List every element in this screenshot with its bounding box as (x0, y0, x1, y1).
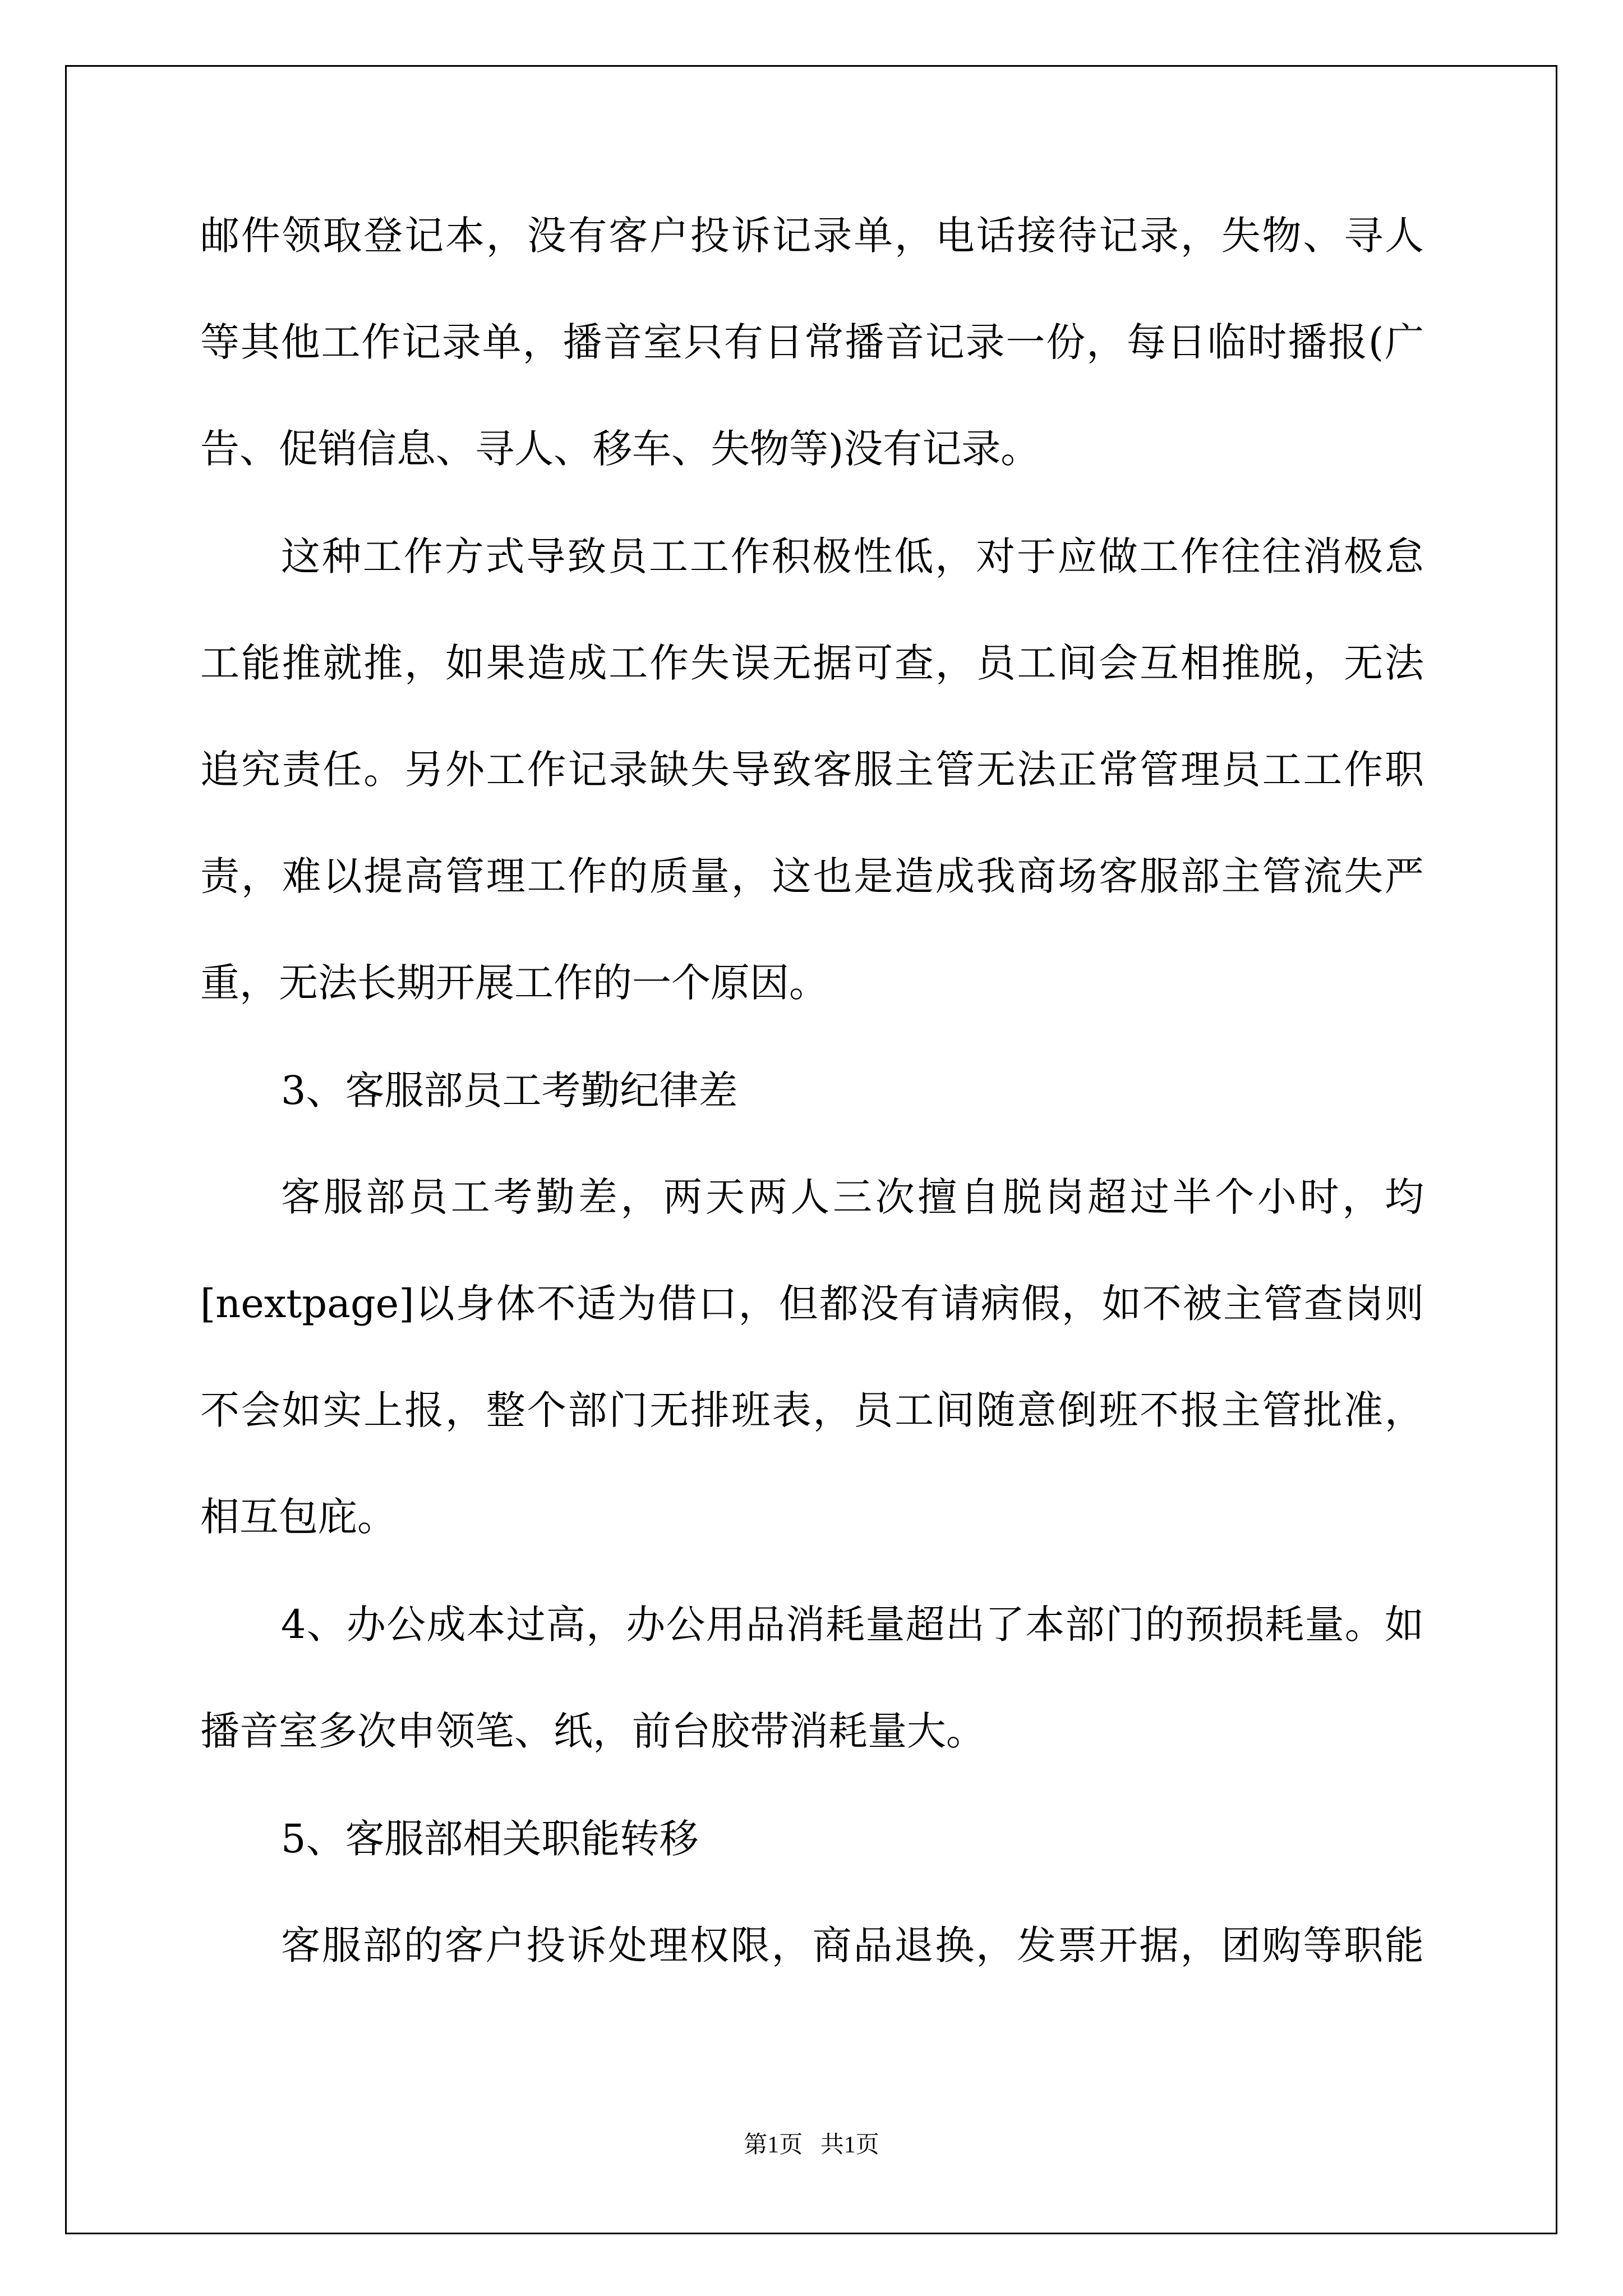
paragraph-line: 客服部员工考勤差，两天两人三次擅自脱岗超过半个小时，均 (281, 1174, 1424, 1220)
paragraph-line: 不会如实上报，整个部门无排班表，员工间随意倒班不报主管批准， (200, 1387, 1424, 1433)
paragraph-line: 这种工作方式导致员工工作积极性低，对于应做工作往往消极怠 (281, 533, 1424, 579)
paragraph-line: 责，难以提高管理工作的质量，这也是造成我商场客服部主管流失严 (200, 853, 1424, 899)
paragraph-line: [nextpage]以身体不适为借口，但都没有请病假，如不被主管查岗则 (200, 1281, 1424, 1327)
paragraph-line: 重，无法长期开展工作的一个原因。 (200, 960, 828, 1006)
paragraph-line: 邮件领取登记本，没有客户投诉记录单，电话接待记录，失物、寻人 (200, 213, 1424, 259)
paragraph-line: 客服部的客户投诉处理权限，商品退换，发票开据，团购等职能 (281, 1922, 1424, 1968)
section-heading: 5、客服部相关职能转移 (281, 1816, 699, 1862)
page-number-footer: 第1页 共1页 (744, 2132, 879, 2158)
paragraph-line: 4、办公成本过高，办公用品消耗量超出了本部门的预损耗量。如 (281, 1602, 1424, 1648)
paragraph-line: 工能推就推，如果造成工作失误无据可查，员工间会互相推脱，无法 (200, 640, 1424, 686)
section-heading: 3、客服部员工考勤纪律差 (281, 1068, 738, 1114)
paragraph-line: 等其他工作记录单，播音室只有日常播音记录一份，每日临时播报(广 (200, 319, 1424, 365)
paragraph-line: 追究责任。另外工作记录缺失导致客服主管无法正常管理员工工作职 (200, 747, 1424, 793)
paragraph-line: 相互包庇。 (200, 1494, 396, 1540)
page-border (65, 65, 1557, 2234)
paragraph-line: 播音室多次申领笔、纸，前台胶带消耗量大。 (200, 1708, 985, 1754)
paragraph-line: 告、促销信息、寻人、移车、失物等)没有记录。 (200, 426, 1040, 472)
